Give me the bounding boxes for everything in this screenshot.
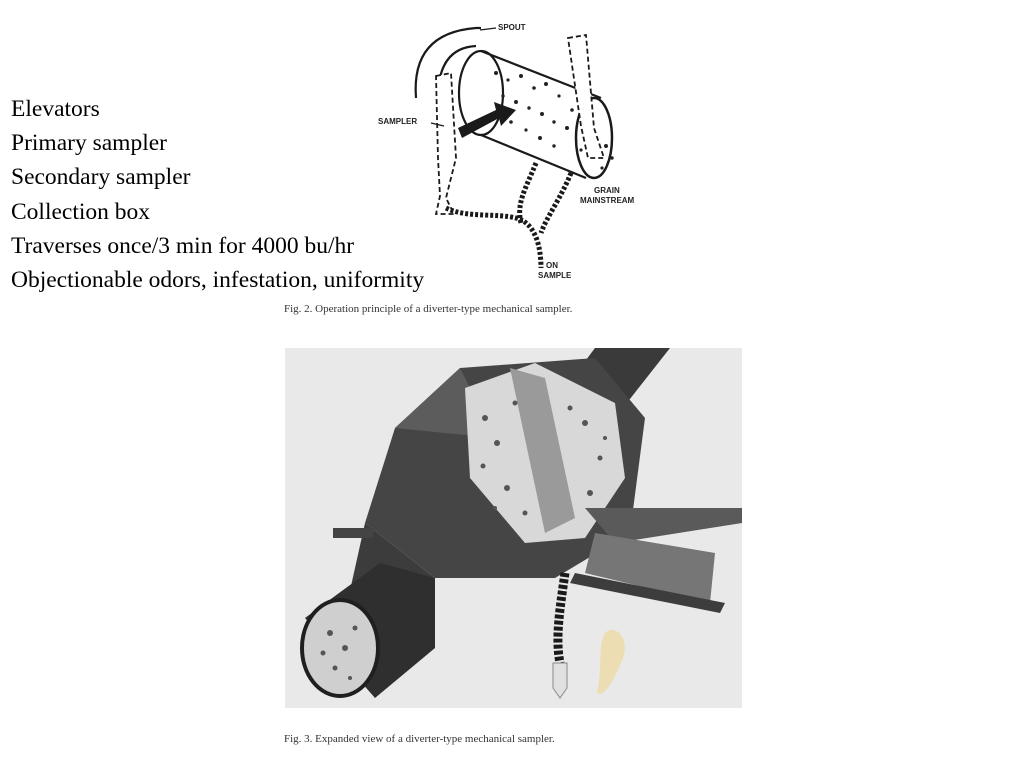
label-on: ON — [546, 261, 558, 270]
figure-3-caption: Fig. 3. Expanded view of a diverter-type mechanical sampler. — [284, 733, 555, 745]
bullet-item: Objectionable odors, infestation, uniformity — [11, 267, 425, 294]
bullet-item: Secondary sampler — [11, 164, 191, 191]
bullet-list — [11, 92, 424, 297]
bullet-item: Traverses once/3 min for 4000 bu/hr — [11, 232, 355, 259]
bullet-item: Collection box — [11, 198, 151, 225]
figure-3-photo — [285, 348, 742, 708]
figure-2-caption: Fig. 2. Operation principle of a diverter-type mechanical sampler. — [284, 303, 573, 315]
label-sample: SAMPLE — [538, 271, 572, 280]
label-mainstream: MAINSTREAM — [580, 196, 635, 205]
bullet-item: Elevators — [11, 96, 100, 122]
label-spout: SPOUT — [498, 23, 526, 32]
label-sampler: SAMPLER — [378, 117, 418, 126]
label-grain: GRAIN — [594, 186, 620, 195]
figure-2-diagram — [376, 18, 646, 286]
bullet-item: Primary sampler — [11, 130, 167, 157]
